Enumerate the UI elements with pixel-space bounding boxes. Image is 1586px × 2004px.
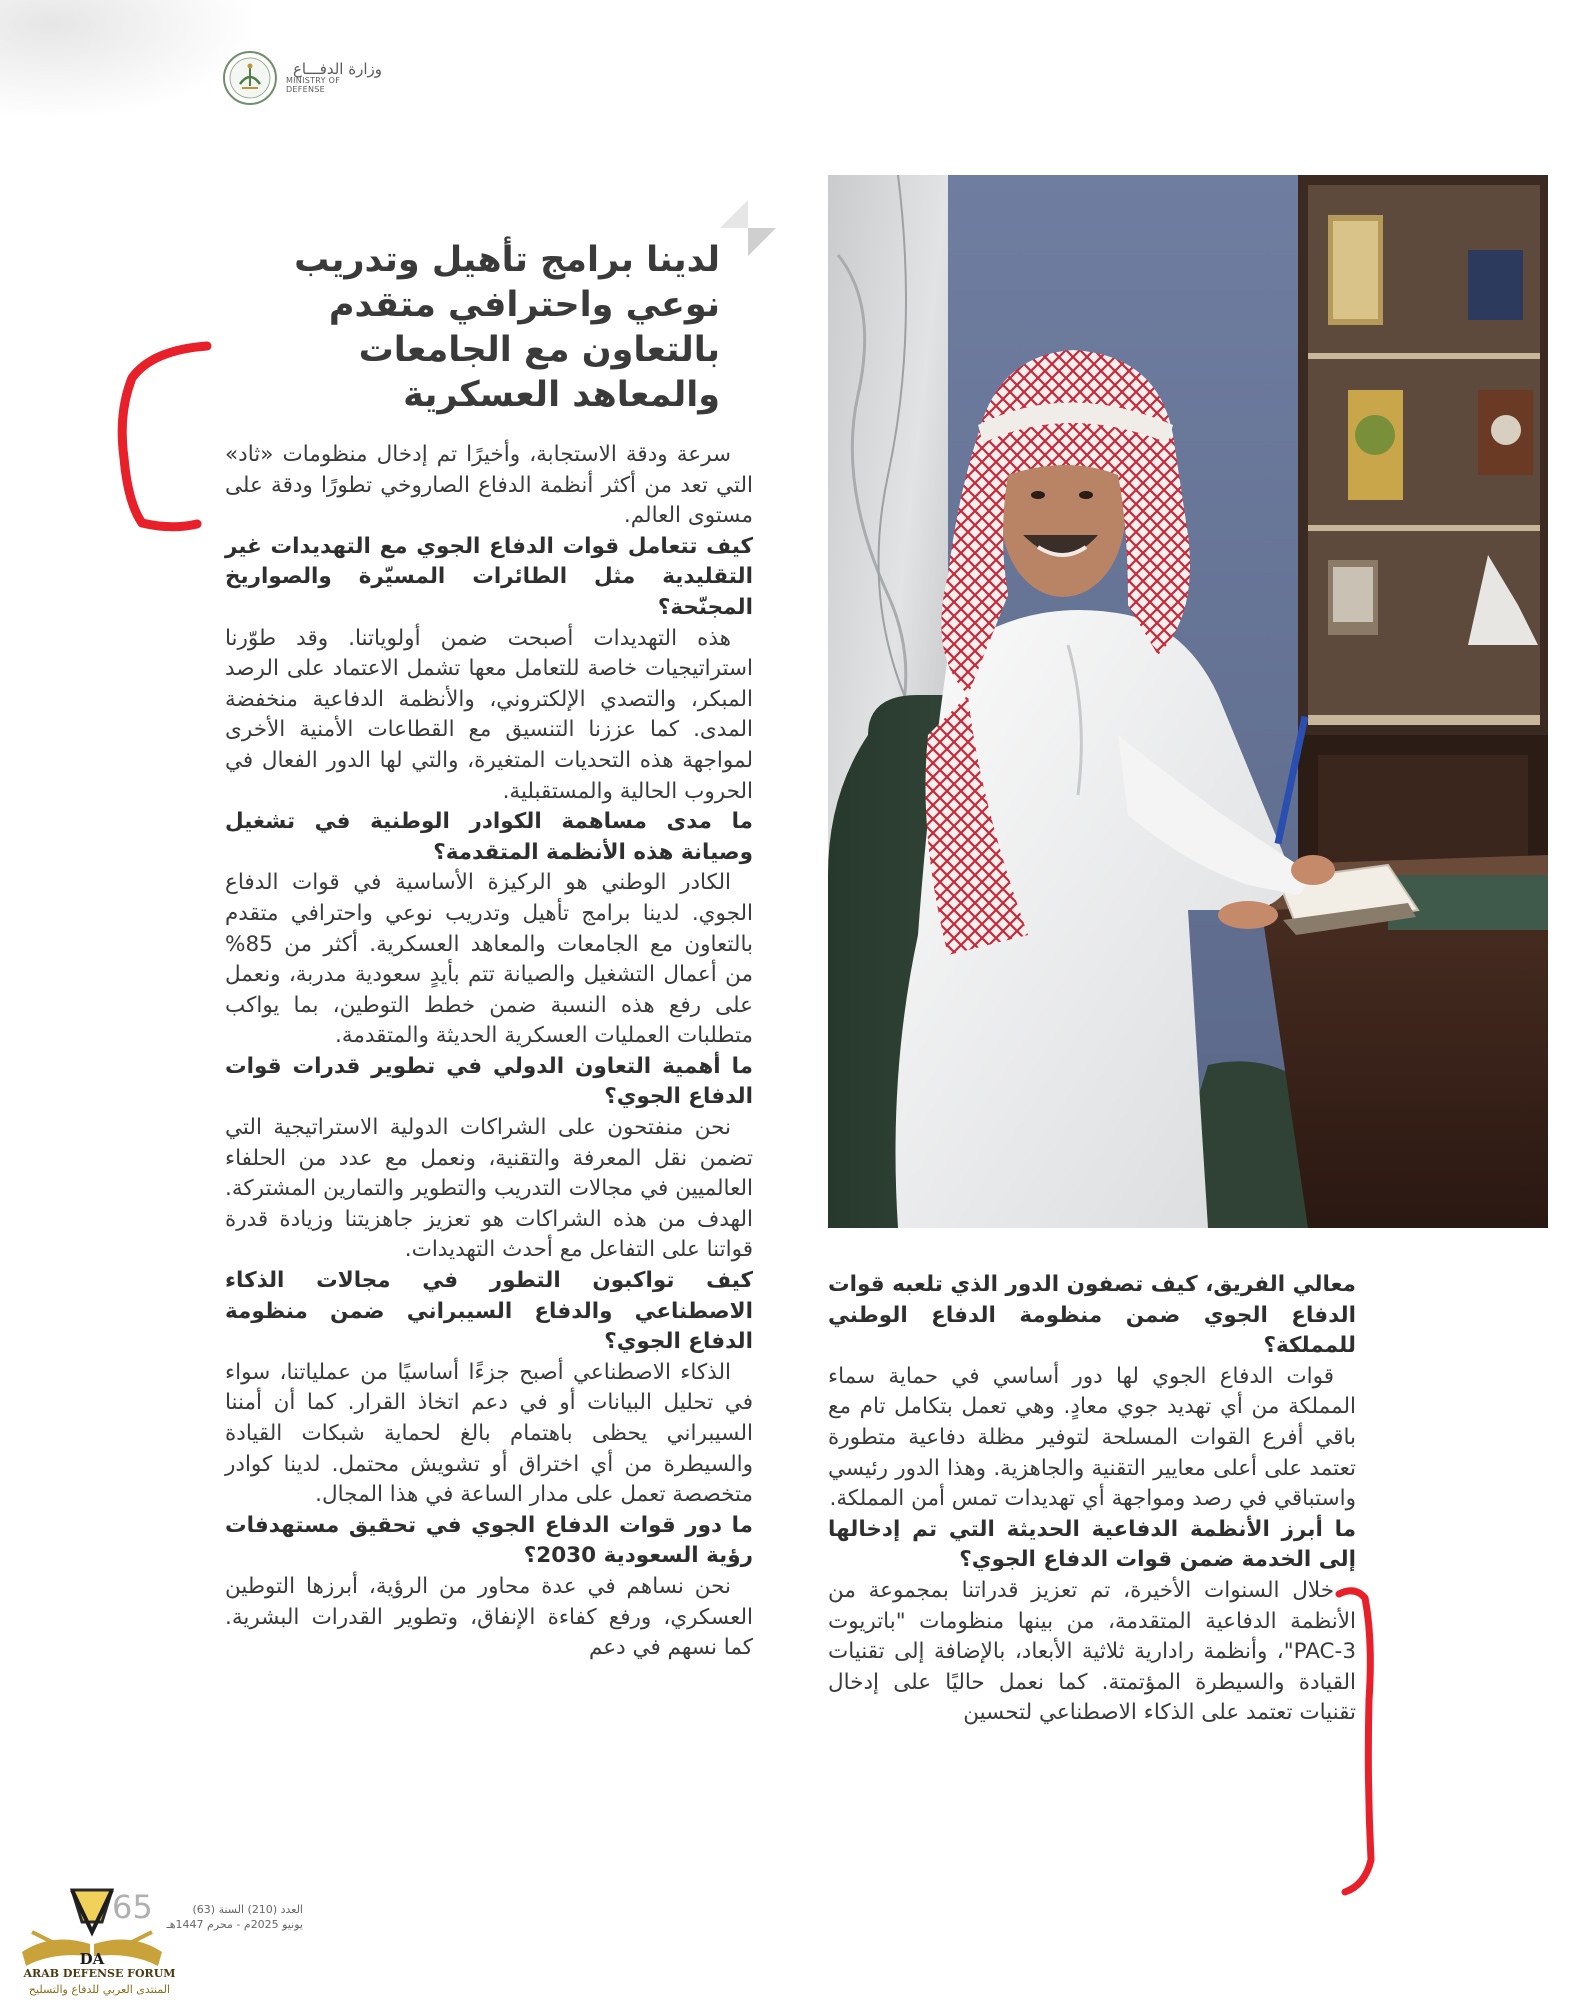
paragraph: سرعة ودقة الاستجابة، وأخيرًا تم إدخال منظومات «ثاد» التي تعد من أكثر أنظمة الدفاع الصاروخي تطورًا ودقة على مستوى العالم. bbox=[225, 442, 753, 529]
issue-info bbox=[158, 1902, 303, 1932]
issue-line-1: العدد (210) السنة (63) bbox=[192, 1903, 303, 1916]
forum-mark-text: DA bbox=[79, 1950, 105, 1968]
page-corner-shadow bbox=[0, 0, 260, 120]
ministry-name-ar: وزارة الدفـــاع bbox=[292, 59, 382, 78]
pull-quote: لدينا برامج تأهيل وتدريب نوعي واحترافي متقدم بالتعاون مع الجامعات والمعاهد العسكرية bbox=[294, 240, 720, 415]
question-heading: ما أبرز الأنظمة الدفاعية الحديثة التي تم إدخالها إلى الخدمة ضمن قوات الدفاع الجوي؟ bbox=[828, 1516, 1356, 1573]
forum-brand-en: ARAB DEFENSE FORUM bbox=[23, 1967, 176, 1980]
interview-photo bbox=[828, 175, 1548, 1228]
ministry-emblem-icon bbox=[222, 50, 278, 106]
article-column-right bbox=[828, 1270, 1356, 1729]
red-bracket-mark-left bbox=[112, 338, 222, 538]
paragraph: هذه التهديدات أصبحت ضمن أولوياتنا. وقد طوّرنا استراتيجيات خاصة للتعامل معها تشمل الاعتماد على الرصد المبكر، والتصدي الإلكتروني، والأنظمة الدفاعية منخفضة المدى. كما عززنا التنسيق مع القطاعات الأمنية الأخرى لمواجهة هذه التحديات المتغيرة، والتي لها الدور الفعال في الحروب الحالية والمستقبلية. bbox=[225, 625, 753, 804]
page-number: 65 bbox=[112, 1888, 153, 1926]
article-column-left bbox=[225, 440, 753, 1664]
ministry-logo bbox=[222, 48, 382, 108]
paragraph: نحن نساهم في عدة محاور من الرؤية، أبرزها التوطين العسكري، ورفع كفاءة الإنفاق، وتطوير القدرات البشرية. كما نسهم في دعم bbox=[225, 1573, 753, 1661]
question-heading: كيف تتعامل قوات الدفاع الجوي مع التهديدات غير التقليدية مثل الطائرات المسيّرة والصواريخ المجنّحة؟ bbox=[225, 533, 753, 620]
paragraph: قوات الدفاع الجوي لها دور أساسي في حماية سماء المملكة من أي تهديد جوي معادٍ. وهي تعمل بتكامل تام مع باقي أفرع القوات المسلحة لتوفير مظلة دفاعية متطورة تعتمد على أعلى معايير التقنية والجاهزية. وهذا الدور رئيسي واستباقي في رصد ومواجهة أي تهديدات تمس أمن المملكة. bbox=[828, 1363, 1356, 1512]
issue-line-2: يونيو 2025م - محرم 1447هـ bbox=[166, 1918, 303, 1931]
question-heading: معالي الفريق، كيف تصفون الدور الذي تلعبه قوات الدفاع الجوي ضمن منظومة الدفاع الوطني للمملكة؟ bbox=[828, 1272, 1356, 1359]
question-heading: ما دور قوات الدفاع الجوي في تحقيق مستهدفات رؤية السعودية 2030؟ bbox=[225, 1512, 753, 1569]
paragraph: الكادر الوطني هو الركيزة الأساسية في قوات الدفاع الجوي. لدينا برامج تأهيل وتدريب نوعي واحترافي متقدم بالتعاون مع الجامعات والمعاهد العسكرية. أكثر من 85% من أعمال التشغيل والصيانة تتم بأيدٍ سعودية مدربة، ونعمل على رفع هذه النسبة ضمن خطط التوطين، بما يواكب متطلبات العمليات العسكرية الحديثة والمتقدمة. bbox=[225, 870, 753, 1049]
paragraph: خلال السنوات الأخيرة، تم تعزيز قدراتنا بمجموعة من الأنظمة الدفاعية المتقدمة، من بينها منظومات "باتريوت PAC-3"، وأنظمة رادارية ثلاثية الأبعاد، بالإضافة إلى تقنيات القيادة والسيطرة المؤتمتة. كما نعمل حاليًا على إدخال تقنيات تعتمد على الذكاء الاصطناعي لتحسين bbox=[828, 1577, 1356, 1726]
paragraph: نحن منفتحون على الشراكات الدولية الاستراتيجية التي تضمن نقل المعرفة والتقنية، ونعمل مع عدد من الحلفاء العالميين في مجالات التدريب والتطوير والتمارين المشتركة. الهدف من هذه الشراكات هو تعزيز جاهزيتنا وزيادة قدرة قواتنا على التفاعل مع أحدث التهديدات. bbox=[225, 1115, 753, 1263]
portrait-illustration bbox=[828, 175, 1548, 1228]
question-heading: ما مدى مساهمة الكوادر الوطنية في تشغيل وصيانة هذه الأنظمة المتقدمة؟ bbox=[225, 809, 753, 865]
forum-brand-ar: المنتدى العربي للدفاع والتسليح bbox=[28, 1983, 171, 1996]
ministry-name-en: MINISTRY OF DEFENSE bbox=[285, 76, 341, 95]
forum-watermark bbox=[12, 1882, 176, 2000]
question-heading: كيف تواكبون التطور في مجالات الذكاء الاصطناعي والدفاع السيبراني ضمن منظومة الدفاع الجوي؟ bbox=[225, 1268, 753, 1355]
question-heading: ما أهمية التعاون الدولي في تطوير قدرات قوات الدفاع الجوي؟ bbox=[225, 1053, 753, 1110]
quote-mark-icon bbox=[720, 200, 776, 256]
paragraph: الذكاء الاصطناعي أصبح جزءًا أساسيًا من عملياتنا، سواء في تحليل البيانات أو في دعم اتخاذ القرار. كما أن أمننا السيبراني يحظى باهتمام بالغ لحماية شبكات القيادة والسيطرة من أي اختراق أو تشويش محتمل. لدينا كوادر متخصصة تعمل على مدار الساعة في هذا المجال. bbox=[225, 1359, 753, 1508]
